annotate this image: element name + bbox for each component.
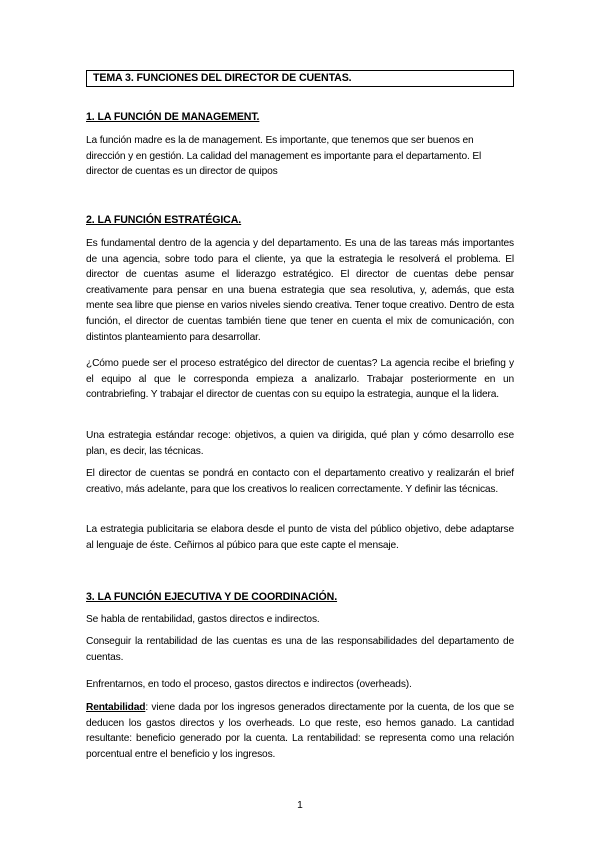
rentabilidad-definition: : viene dada por los ingresos generados directamente por la cuenta, de los que se deducen los gastos directos y los overheads. Lo que reste, eso hemos ganado. La cantidad resultante: beneficio generado por la cuenta. La rentabilidad: se representa como una relación porcentual entre el beneficio y los ingresos. [86, 702, 514, 760]
section-2-heading: 2. LA FUNCIÓN ESTRATÉGICA. [86, 214, 242, 226]
document-title: TEMA 3. FUNCIONES DEL DIRECTOR DE CUENTAS. [86, 70, 514, 87]
section-2-paragraph-1: Es fundamental dentro de la agencia y del departamento. Es una de las tareas más importantes de una agencia, sobre todo para el cliente, ya que la estrategia le resolverá el problema. El director de cuentas asume el liderazgo estratégico. El director de cuentas debe pensar creativamente para pensar en una buena estrategia que sea resolutiva, y, además, que esta mente sea libre que piense en varios niveles siendo creativa. Tener toque creativo. Dentro de esta función, el director de cuentas también tiene que tener en cuenta el mix de comunicación, con distintos planteamiento para desarrollar. [86, 238, 514, 343]
section-2-paragraph-3: Una estrategia estándar recoge: objetivos, a quien va dirigida, qué plan y cómo desarrollo ese plan, es decir, las técnicas. [86, 430, 514, 457]
section-3-paragraph-3: Enfrentarnos, en todo el proceso, gastos directos e indirectos (overheads). [86, 679, 412, 690]
section-1-heading: 1. LA FUNCIÓN DE MANAGEMENT. [86, 111, 260, 123]
rentabilidad-term: Rentabilidad [86, 702, 146, 713]
section-3-heading: 3. LA FUNCIÓN EJECUTIVA Y DE COORDINACIÓN. [86, 591, 338, 603]
section-2-paragraph-4: El director de cuentas se pondrá en contacto con el departamento creativo y realizarán el brief creativo, más adelante, para que los creativos lo realicen correctamente. Y definir las técnicas. [86, 468, 514, 495]
section-3-definition [86, 700, 514, 762]
section-3-paragraph-2: Conseguir la rentabilidad de las cuentas es una de las responsabilidades del departamento de cuentas. [86, 636, 514, 663]
section-2-paragraph-2: ¿Cómo puede ser el proceso estratégico del director de cuentas? La agencia recibe el briefing y el equipo al que le corresponda empieza a analizarlo. Trabajar posteriormente en un contrabriefing. Y trabajar el director de cuentas con su equipo la estrategia, aunque el la lidera. [86, 358, 514, 401]
section-1-paragraph-1: La función madre es la de management. Es importante, que tenemos que ser buenos en dirección y en gestión. La calidad del management es importante para el departamento. El director de cuentas es un director de quipos [86, 135, 482, 178]
section-2-paragraph-5: La estrategia publicitaria se elabora desde el punto de vista del público objetivo, debe adaptarse al lenguaje de éste. Ceñirnos al púbico para que este capte el mensaje. [86, 524, 514, 551]
section-3-paragraph-1: Se habla de rentabilidad, gastos directos e indirectos. [86, 614, 320, 625]
page-number: 1 [297, 800, 303, 811]
